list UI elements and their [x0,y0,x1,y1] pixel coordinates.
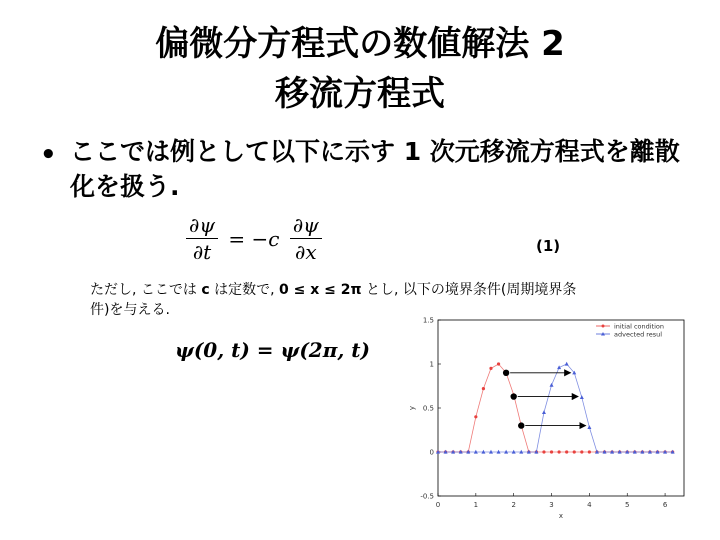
legend-marker [602,325,605,328]
initial-point [489,367,492,370]
lhs-fraction [186,212,218,265]
note-after: とし, 以下の境界条件(周期境界条件)を与える. [90,282,577,318]
advected-point [580,395,584,399]
x-tick-label: 2 [511,501,516,509]
advected-point [565,362,569,366]
x-tick-label: 6 [662,501,668,509]
initial-point [588,450,591,453]
y-tick-label: 1.5 [422,316,434,325]
initial-point [474,415,477,418]
slide-title-line1: 偏微分方程式の数値解法 2 [155,24,565,64]
initial-point [573,450,576,453]
y-axis-label: y [408,405,416,411]
y-tick-label: -0.5 [420,492,434,501]
rhs-numerator: ∂ψ [290,212,322,239]
initial-point [497,362,500,365]
advection-chart [400,310,700,525]
x-tick-label: 1 [473,501,479,509]
series-line-advected [438,364,673,452]
highlight-point [503,370,509,376]
y-tick-label: 0 [429,448,434,457]
lhs-numerator: ∂ψ [186,212,218,239]
advected-point [542,410,546,414]
bullet-text: ここでは例として以下に示す 1 次元移流方程式を離散化を扱う. [70,137,680,201]
x-tick-label: 0 [435,501,441,509]
note-range: 0 ≤ x ≤ 2π [279,282,362,298]
slide-title-line2: 移流方程式 [275,74,445,114]
rhs-fraction [290,212,322,265]
x-tick-label: 4 [587,501,592,509]
periodic-boundary-equation: ψ(0, t) = ψ(2π, t) [175,338,370,362]
initial-point [565,450,568,453]
x-tick-label: 5 [624,501,630,509]
note-before: ただし, ここでは [90,282,202,298]
note-c: c [201,282,210,298]
equation-number: (1) [536,237,561,255]
rhs-denominator: ∂x [295,240,317,264]
plot-frame [438,320,684,496]
bullet-marker: • [40,140,57,170]
advected-point [587,425,591,429]
x-tick-label: 3 [549,501,554,509]
y-tick-label: 1 [429,360,434,369]
note-mid: は定数で, [209,282,280,298]
initial-point [482,387,485,390]
equation-operator: = −c [228,226,280,251]
y-tick-label: 0.5 [422,404,434,413]
lhs-denominator: ∂t [192,240,212,264]
initial-point [550,450,553,453]
x-axis-label: x [558,512,564,520]
legend-label: initial condition [614,322,664,331]
initial-point [542,450,545,453]
highlight-point [518,422,524,428]
advection-equation [186,212,322,265]
initial-point [580,450,583,453]
initial-point [558,450,561,453]
advected-point [550,383,554,387]
legend-label: advected resul [614,330,663,339]
highlight-point [510,393,516,399]
